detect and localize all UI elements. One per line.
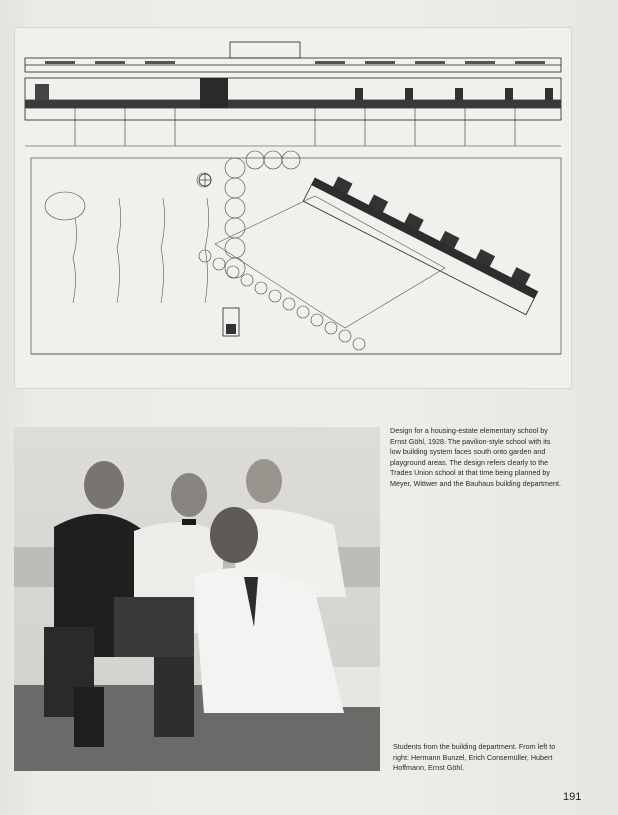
site-plan-illustration <box>15 28 571 388</box>
group-portrait-photo <box>14 427 380 771</box>
page-number: 191 <box>563 791 582 803</box>
site-plan-drawing <box>14 27 572 389</box>
photo-caption: Students from the building department. From left to right: Hermann Bunzel, Erich Consemüller, Hubert Hoffmann, Ernst Göhl. <box>393 742 556 772</box>
students-photograph <box>14 427 380 771</box>
plan-caption: Design for a housing-estate elementary school by Ernst Göhl, 1928. The pavilion-style school with its low building system faces south onto garden and playground areas. The design refers clearly to the Trades Union school at that time being planned by Meyer, Wittwer and the Bauhaus building department. <box>390 426 561 488</box>
